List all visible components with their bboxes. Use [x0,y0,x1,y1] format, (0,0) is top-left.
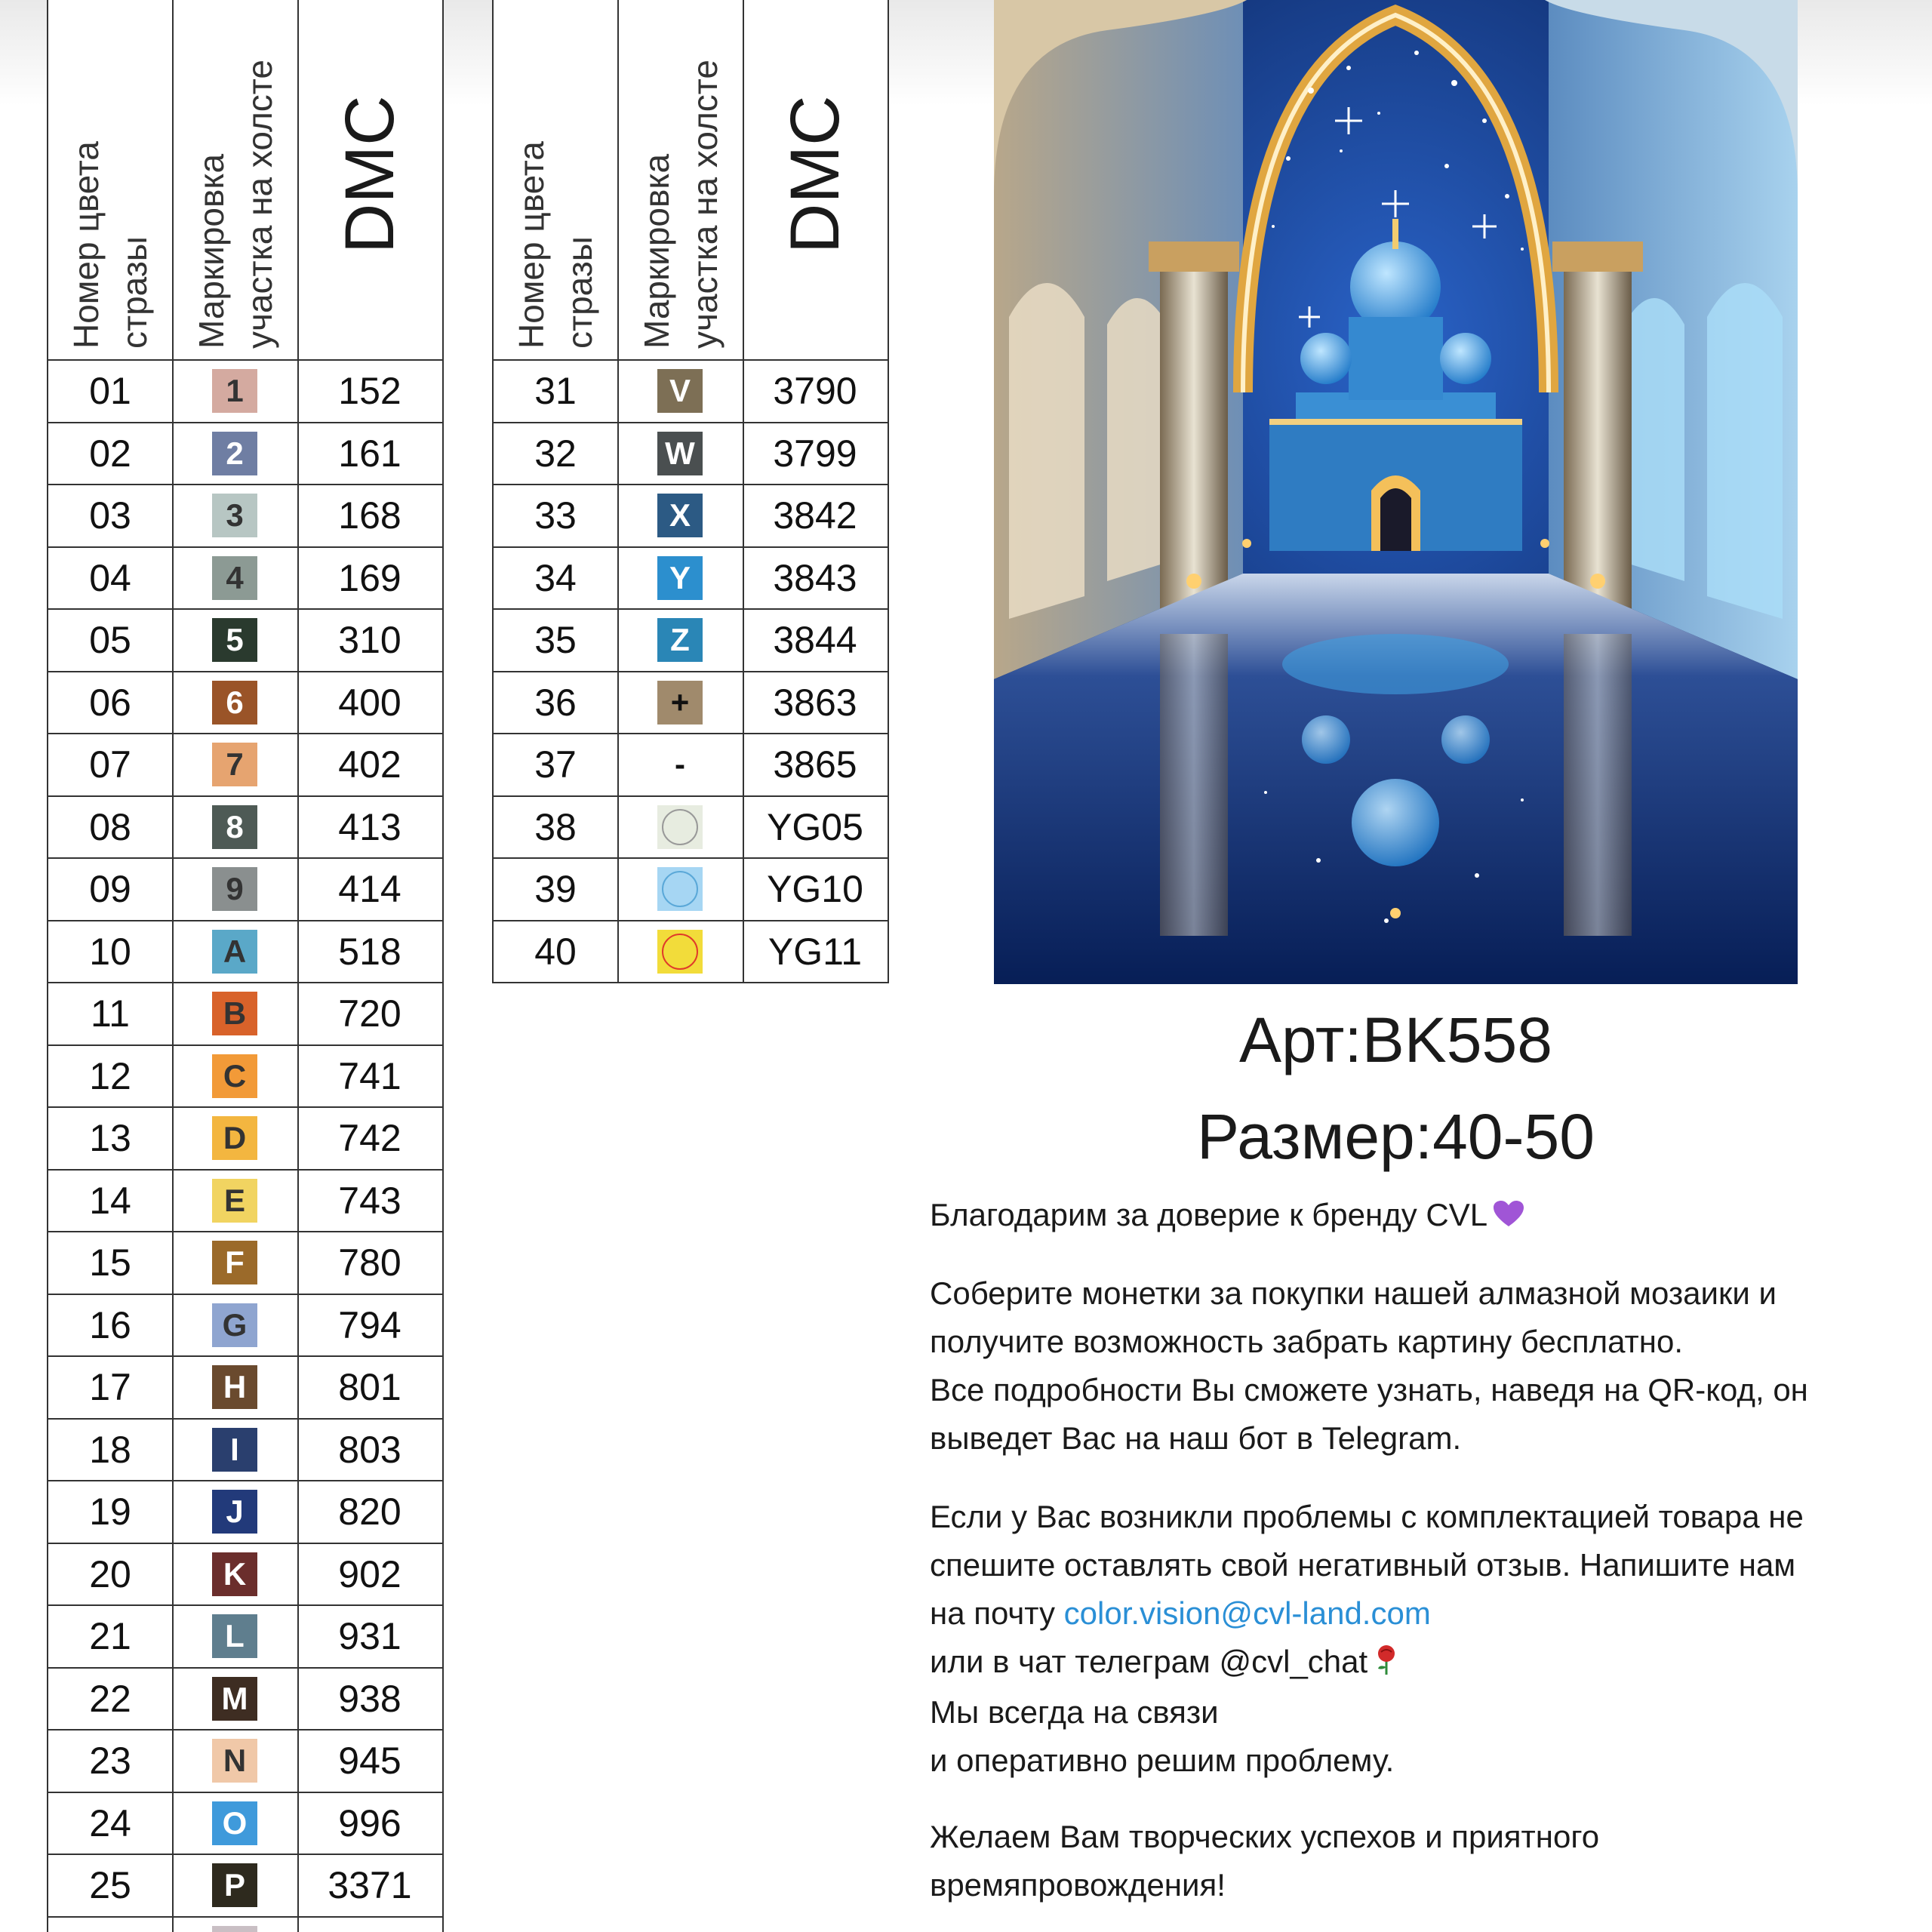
color-number: 23 [89,1740,131,1782]
legend-row [48,1730,442,1793]
color-number: 16 [89,1303,131,1346]
color-number: 31 [534,370,577,412]
color-number: 33 [534,494,577,537]
color-number: 04 [89,556,131,599]
size-label: Размер:40-50 [1197,1101,1595,1172]
dmc-code: 3371 [328,1864,412,1906]
color-swatch [212,1552,257,1596]
color-swatch [212,369,257,413]
color-number: 11 [91,992,130,1035]
swatch-mark: H [223,1369,247,1404]
color-swatch [212,1241,257,1284]
color-number: 19 [89,1491,131,1533]
color-swatch [212,1116,257,1160]
swatch-mark: + [670,684,690,720]
color-legend-table-2 [492,0,889,983]
color-swatch [212,1739,257,1783]
color-swatch [212,1801,257,1845]
legend-row [48,548,442,611]
color-number: 24 [89,1801,131,1844]
legend-row [48,1918,442,1932]
swatch-mark: 3 [226,497,244,533]
color-number: 22 [89,1677,131,1720]
color-number: 18 [89,1428,131,1471]
dmc-code: 168 [338,494,401,537]
dmc-code: 742 [338,1117,401,1159]
rose-icon [1374,1640,1399,1688]
color-swatch [657,681,703,724]
color-swatch [212,992,257,1035]
purple-heart-icon [1494,1193,1524,1241]
dmc-code: 414 [338,868,401,910]
dmc-code: 780 [338,1241,401,1284]
swatch-mark: Y [669,559,691,595]
legend-row [494,921,888,984]
color-number: 14 [89,1179,131,1222]
color-swatch [212,1365,257,1409]
article-number: Арт:BK558 [1239,1004,1552,1075]
dmc-code: 161 [338,432,401,475]
thanks-paragraph [930,1191,1911,1241]
chat-text: или в чат телеграм @cvl_chat [930,1644,1368,1679]
swatch-mark: - [675,746,685,782]
legend-row [48,672,442,735]
legend-row [48,1420,442,1482]
color-number: 08 [89,805,131,848]
header-dmc: DMC [331,95,408,254]
dmc-code: 938 [338,1677,401,1720]
legend-row [48,797,442,860]
legend-header [494,0,888,361]
swatch-mark: 5 [226,622,244,657]
color-swatch [212,1614,257,1658]
legend-row [494,610,888,672]
color-swatch [657,805,703,849]
legend-row [494,361,888,423]
swatch-mark: P [223,1867,245,1903]
legend-row [48,1793,442,1856]
legend-row [48,485,442,548]
coins-paragraph: Соберите монетки за покупки нашей алмазной мозаики и получите возможность забрать картину бесплатно. Все подробности Вы сможете узнать, наведя на QR-код, он выведет Вас на наш бот в Telegram. [930,1275,1808,1456]
color-swatch [212,1677,257,1721]
color-number: 20 [89,1552,131,1595]
color-number: 39 [534,868,577,910]
color-swatch [212,1054,257,1098]
legend-row [48,921,442,984]
swatch-mark: G [222,1306,248,1343]
swatch-mark: E [223,1182,245,1218]
dmc-code: 3843 [773,556,857,599]
legend-row [48,1669,442,1731]
swatch-mark: 6 [226,684,244,720]
swatch-mark: K [223,1555,247,1592]
dmc-code: 820 [338,1491,401,1533]
dmc-code: 310 [338,619,401,661]
color-swatch [657,930,703,974]
legend-row [48,610,442,672]
dmc-code: 3790 [773,370,857,412]
swatch-mark: W [665,435,695,471]
dmc-code: 402 [338,743,401,786]
swatch-mark: D [223,1120,247,1155]
color-number: 10 [89,930,131,973]
swatch-mark: Z [670,622,690,657]
dmc-code: 931 [338,1615,401,1657]
dmc-code: 518 [338,930,401,973]
thanks-text: Благодарим за доверие к бренду CVL [930,1197,1488,1232]
dmc-code: 803 [338,1428,401,1471]
legend-rows [494,361,888,983]
dmc-code: 413 [338,805,401,848]
dmc-code: 169 [338,556,401,599]
color-swatch [212,805,257,849]
color-swatch [212,1179,257,1223]
color-swatch [212,743,257,786]
color-swatch [212,1490,257,1534]
color-number: 36 [534,681,577,724]
dmc-code: 400 [338,681,401,724]
color-number: 38 [534,805,577,848]
swatch-mark: N [223,1743,247,1778]
color-swatch [657,618,703,662]
dmc-code: 743 [338,1179,401,1222]
color-number: 17 [89,1366,131,1408]
color-number: 01 [89,370,131,412]
swatch-mark: V [669,373,691,408]
color-swatch [212,1303,257,1347]
legend-row [48,1108,442,1171]
circle-marker-icon [662,934,698,970]
color-swatch [212,681,257,724]
color-swatch [212,1863,257,1907]
color-swatch [657,556,703,600]
wish-paragraph: Желаем Вам творческих успехов и приятного времяпровождения! [930,1819,1600,1903]
color-swatch [657,369,703,413]
legend-header [48,0,442,361]
color-swatch [657,432,703,475]
legend-row [48,361,442,423]
swatch-mark: 4 [226,559,244,595]
email-link[interactable]: color.vision@cvl-land.com [1063,1595,1431,1631]
dmc-code: 801 [338,1366,401,1408]
swatch-mark: A [223,933,247,969]
legend-row [48,1295,442,1358]
color-number: 35 [534,619,577,661]
color-swatch [212,432,257,475]
legend-row [48,1544,442,1607]
legend-row [494,797,888,860]
swatch-mark: C [223,1057,247,1094]
color-swatch [657,494,703,537]
header-marking: Маркировка участка на холсте [192,60,279,349]
color-swatch [212,930,257,974]
swatch-mark: 7 [226,746,244,782]
dmc-code: 720 [338,992,401,1035]
swatch-mark: X [669,497,691,533]
color-number: 05 [89,619,131,661]
color-number: 03 [89,494,131,537]
painting-preview-image [994,0,1798,984]
legend-rows [48,361,442,1932]
legend-row [494,548,888,611]
color-swatch [212,1428,257,1472]
legend-row [48,983,442,1046]
dmc-code: 902 [338,1552,401,1595]
color-swatch [212,618,257,662]
color-number: 09 [89,868,131,910]
swatch-mark: 2 [226,435,244,471]
legend-row [48,1357,442,1420]
dmc-code: 152 [338,370,401,412]
legend-row [48,859,442,921]
legend-row [48,423,442,486]
color-number: 32 [534,432,577,475]
color-swatch [212,494,257,537]
header-number: Номер цвета стразы [66,141,154,349]
legend-row [48,1855,442,1918]
color-number: 07 [89,743,131,786]
mosque-illustration [994,0,1798,984]
legend-row [48,734,442,797]
color-swatch [212,867,257,911]
color-swatch [212,556,257,600]
circle-marker-icon [662,809,698,845]
header-dmc: DMC [777,95,854,254]
swatch-mark: L [225,1618,245,1654]
color-number [48,1918,172,1932]
dmc-code: 3863 [773,681,857,724]
dmc-code [299,1918,441,1932]
dmc-code: 794 [338,1303,401,1346]
color-number: 21 [89,1615,131,1657]
circle-marker-icon [662,871,698,907]
dmc-code: 945 [338,1740,401,1782]
legend-row [48,1232,442,1295]
legend-row [48,1606,442,1669]
legend-row [48,1171,442,1233]
header-number: Номер цвета стразы [512,141,599,349]
problems-paragraph: Если у Вас возникли проблемы с комплектацией товара не спешите оставлять свой негативный отзыв. Напишите нам на почту color.vision@cvl-land.com или в чат телеграм @cvl_chat Мы всегда на связи и оперативно решим проблему. [930,1499,1804,1778]
color-number: 25 [89,1864,131,1906]
swatch-mark: 9 [226,871,244,906]
header-marking: Маркировка участка на холсте [637,60,724,349]
dmc-code: 3844 [773,619,857,661]
color-legend-table-1 [47,0,444,1932]
dmc-code: 3799 [773,432,857,475]
legend-row [48,1481,442,1544]
color-number: 34 [534,556,577,599]
dmc-code: YG05 [767,805,863,848]
swatch-mark: J [226,1494,244,1529]
dmc-code: 3865 [773,743,857,786]
swatch-mark: M [221,1680,248,1716]
color-number: 13 [89,1117,131,1159]
legend-row [494,423,888,486]
color-number: 02 [89,432,131,475]
swatch-mark: B [223,995,247,1031]
swatch-mark: 1 [226,373,244,408]
color-swatch [212,1926,257,1932]
color-number: 40 [534,930,577,973]
color-number: 06 [89,681,131,724]
legend-row [494,734,888,797]
dmc-code: 996 [338,1801,401,1844]
color-number: 37 [534,743,577,786]
dmc-code: 741 [338,1054,401,1097]
swatch-mark: I [230,1431,239,1467]
legend-row [494,672,888,735]
color-number: 15 [89,1241,131,1284]
color-number: 12 [89,1054,131,1097]
dmc-code: YG11 [768,930,863,973]
swatch-mark: F [225,1244,245,1280]
legend-row [494,859,888,921]
swatch-mark: 8 [226,808,244,844]
color-swatch [657,743,703,786]
dmc-code: 3842 [773,494,857,537]
dmc-code: YG10 [767,868,863,910]
legend-row [494,485,888,548]
color-swatch [657,867,703,911]
swatch-mark: O [222,1804,248,1841]
legend-row [48,1046,442,1109]
